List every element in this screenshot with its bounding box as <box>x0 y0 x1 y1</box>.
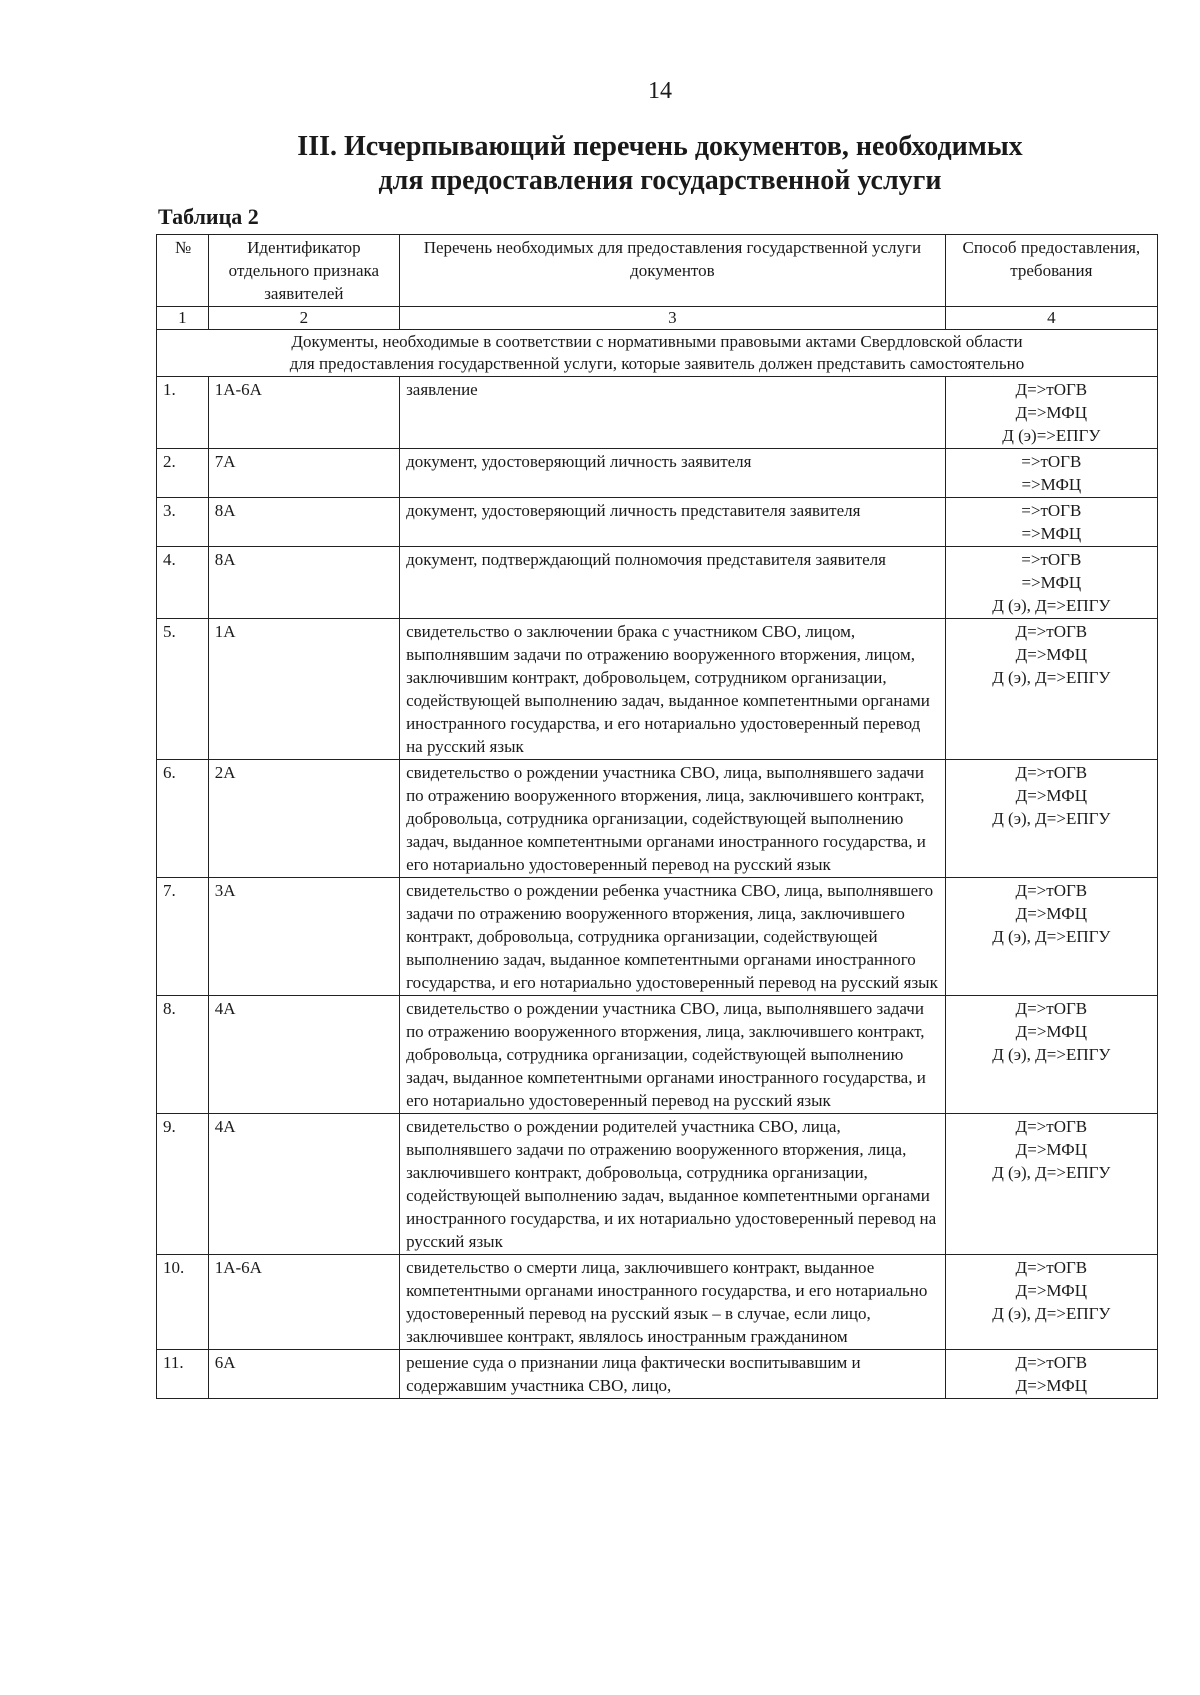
table-row <box>157 878 1158 996</box>
row-identifier: 2А <box>208 760 399 878</box>
row-document: заявление <box>400 377 946 449</box>
table-row <box>157 547 1158 619</box>
method-line: Д=>тОГВ <box>1015 1353 1088 1372</box>
column-number: 3 <box>400 307 946 330</box>
row-document: свидетельство о смерти лица, заключившего контракт, выданное компетентными органами иностранного государства, и его нотариально удостоверенный перевод на русский язык – в случае, если лицо, заключившее контракт, являлось иностранным гражданином <box>400 1255 946 1350</box>
method-line: Д=>МФЦ <box>1015 904 1088 923</box>
table-row <box>157 1255 1158 1350</box>
row-number: 8. <box>157 996 209 1114</box>
table-row <box>157 996 1158 1114</box>
row-identifier: 1А <box>208 619 399 760</box>
table-row <box>157 498 1158 547</box>
row-identifier: 8А <box>208 498 399 547</box>
method-line: Д=>МФЦ <box>1015 1376 1088 1395</box>
row-document: свидетельство о рождении участника СВО, лица, выполнявшего задачи по отражению вооруженного вторжения, лица, заключившего контракт, добровольца, сотрудника организации, содействующей выполнению задач, выданное компетентными органами иностранного государства, и его нотариально удостоверенный перевод на русский язык <box>400 996 946 1114</box>
header-documents: Перечень необходимых для предоставления государственной услуги документов <box>400 235 946 307</box>
row-number: 10. <box>157 1255 209 1350</box>
table-row <box>157 619 1158 760</box>
row-document: документ, удостоверяющий личность представителя заявителя <box>400 498 946 547</box>
row-identifier: 8А <box>208 547 399 619</box>
page-number: 14 <box>648 78 672 104</box>
row-method <box>945 1350 1157 1399</box>
table-row <box>157 377 1158 449</box>
row-identifier: 6А <box>208 1350 399 1399</box>
header-method: Способ предоставления, требования <box>945 235 1157 307</box>
row-number: 1. <box>157 377 209 449</box>
method-line: Д=>МФЦ <box>1015 403 1088 422</box>
row-document: документ, удостоверяющий личность заявителя <box>400 449 946 498</box>
method-line: Д=>МФЦ <box>1015 1022 1088 1041</box>
method-line: Д (э), Д=>ЕПГУ <box>992 1163 1111 1182</box>
header-identifier: Идентификатор отдельного признака заявителей <box>208 235 399 307</box>
row-number: 11. <box>157 1350 209 1399</box>
column-number: 4 <box>945 307 1157 330</box>
row-document: решение суда о признании лица фактически воспитывавшим и содержавшим участника СВО, лицо, <box>400 1350 946 1399</box>
row-document: свидетельство о заключении брака с участником СВО, лицом, выполнявшим задачи по отражению вооруженного вторжения, лицом, заключившим контракт, добровольцем, сотрудником организации, содействующей выполнению задач, выданное компетентными органами иностранного государства, и его нотариально удостоверенный перевод на русский язык <box>400 619 946 760</box>
row-method <box>945 760 1157 878</box>
section-title-line-1: III. Исчерпывающий перечень документов, необходимых <box>297 131 1023 162</box>
method-line: Д=>тОГВ <box>1015 622 1088 641</box>
row-document: свидетельство о рождении участника СВО, лица, выполнявшего задачи по отражению вооруженного вторжения, лица, заключившего контракт, добровольца, сотрудника организации, содействующей выполнению задач, выданное компетентными органами иностранного государства, и его нотариально удостоверенный перевод на русский язык <box>400 760 946 878</box>
row-identifier: 1А-6А <box>208 1255 399 1350</box>
method-line: =>МФЦ <box>1021 524 1082 543</box>
method-line: Д=>МФЦ <box>1015 1281 1088 1300</box>
section-title <box>160 130 1160 198</box>
method-line: Д (э), Д=>ЕПГУ <box>992 809 1111 828</box>
method-line: Д=>тОГВ <box>1015 763 1088 782</box>
row-identifier: 7А <box>208 449 399 498</box>
method-line: Д (э), Д=>ЕПГУ <box>992 1304 1111 1323</box>
method-line: Д=>МФЦ <box>1015 1140 1088 1159</box>
table-caption: Таблица 2 <box>158 204 259 229</box>
table-row <box>157 760 1158 878</box>
row-document: свидетельство о рождении родителей участника СВО, лица, выполнявшего задачи по отражению вооруженного вторжения, лица, заключившего контракт, добровольца, сотрудника организации, содействующей выполнению задач, выданное компетентными органами иностранного государства, и их нотариально удостоверенный перевод на русский язык <box>400 1114 946 1255</box>
column-number: 1 <box>157 307 209 330</box>
row-method <box>945 878 1157 996</box>
row-identifier: 3А <box>208 878 399 996</box>
table-row <box>157 1114 1158 1255</box>
row-method <box>945 547 1157 619</box>
method-line: Д (э), Д=>ЕПГУ <box>992 668 1111 687</box>
method-line: Д=>тОГВ <box>1015 380 1088 399</box>
method-line: Д=>тОГВ <box>1015 1117 1088 1136</box>
row-number: 3. <box>157 498 209 547</box>
method-line: Д=>тОГВ <box>1015 881 1088 900</box>
group-header-line-1: Документы, необходимые в соответствии с нормативными правовыми актами Свердловской области <box>291 332 1023 351</box>
method-line: Д (э)=>ЕПГУ <box>1002 426 1101 445</box>
method-line: Д=>тОГВ <box>1015 999 1088 1018</box>
method-line: Д (э), Д=>ЕПГУ <box>992 1045 1111 1064</box>
row-method <box>945 996 1157 1114</box>
row-identifier: 1А-6А <box>208 377 399 449</box>
row-number: 5. <box>157 619 209 760</box>
documents-table <box>156 234 1158 1399</box>
header-number: № <box>157 235 209 307</box>
row-method <box>945 1114 1157 1255</box>
method-line: Д=>МФЦ <box>1015 645 1088 664</box>
method-line: =>МФЦ <box>1021 475 1082 494</box>
column-numbers-row <box>157 307 1158 330</box>
row-identifier: 4А <box>208 1114 399 1255</box>
row-method <box>945 449 1157 498</box>
row-identifier: 4А <box>208 996 399 1114</box>
table-row <box>157 1350 1158 1399</box>
method-line: =>МФЦ <box>1021 573 1082 592</box>
method-line: Д (э), Д=>ЕПГУ <box>992 927 1111 946</box>
table-row <box>157 449 1158 498</box>
table-body <box>157 377 1158 1399</box>
method-line: Д=>МФЦ <box>1015 786 1088 805</box>
group-header <box>157 330 1158 377</box>
row-method <box>945 377 1157 449</box>
row-number: 9. <box>157 1114 209 1255</box>
row-number: 2. <box>157 449 209 498</box>
column-number: 2 <box>208 307 399 330</box>
row-method <box>945 619 1157 760</box>
row-number: 6. <box>157 760 209 878</box>
table-header-row <box>157 235 1158 307</box>
method-line: Д=>тОГВ <box>1015 1258 1088 1277</box>
method-line: =>тОГВ <box>1021 550 1082 569</box>
section-title-line-2: для предоставления государственной услуги <box>378 165 942 196</box>
method-line: =>тОГВ <box>1021 452 1082 471</box>
row-document: свидетельство о рождении ребенка участника СВО, лица, выполнявшего задачи по отражению вооруженного вторжения, лица, заключившего контракт, добровольца, сотрудника организации, содействующей выполнению задач, выданное компетентными органами иностранного государства, и его нотариально удостоверенный перевод на русский язык <box>400 878 946 996</box>
method-line: Д (э), Д=>ЕПГУ <box>992 596 1111 615</box>
row-method <box>945 1255 1157 1350</box>
row-number: 7. <box>157 878 209 996</box>
method-line: =>тОГВ <box>1021 501 1082 520</box>
row-document: документ, подтверждающий полномочия представителя заявителя <box>400 547 946 619</box>
row-number: 4. <box>157 547 209 619</box>
row-method <box>945 498 1157 547</box>
group-header-line-2: для предоставления государственной услуги, которые заявитель должен представить самостоятельно <box>289 354 1025 373</box>
group-header-row <box>157 330 1158 377</box>
